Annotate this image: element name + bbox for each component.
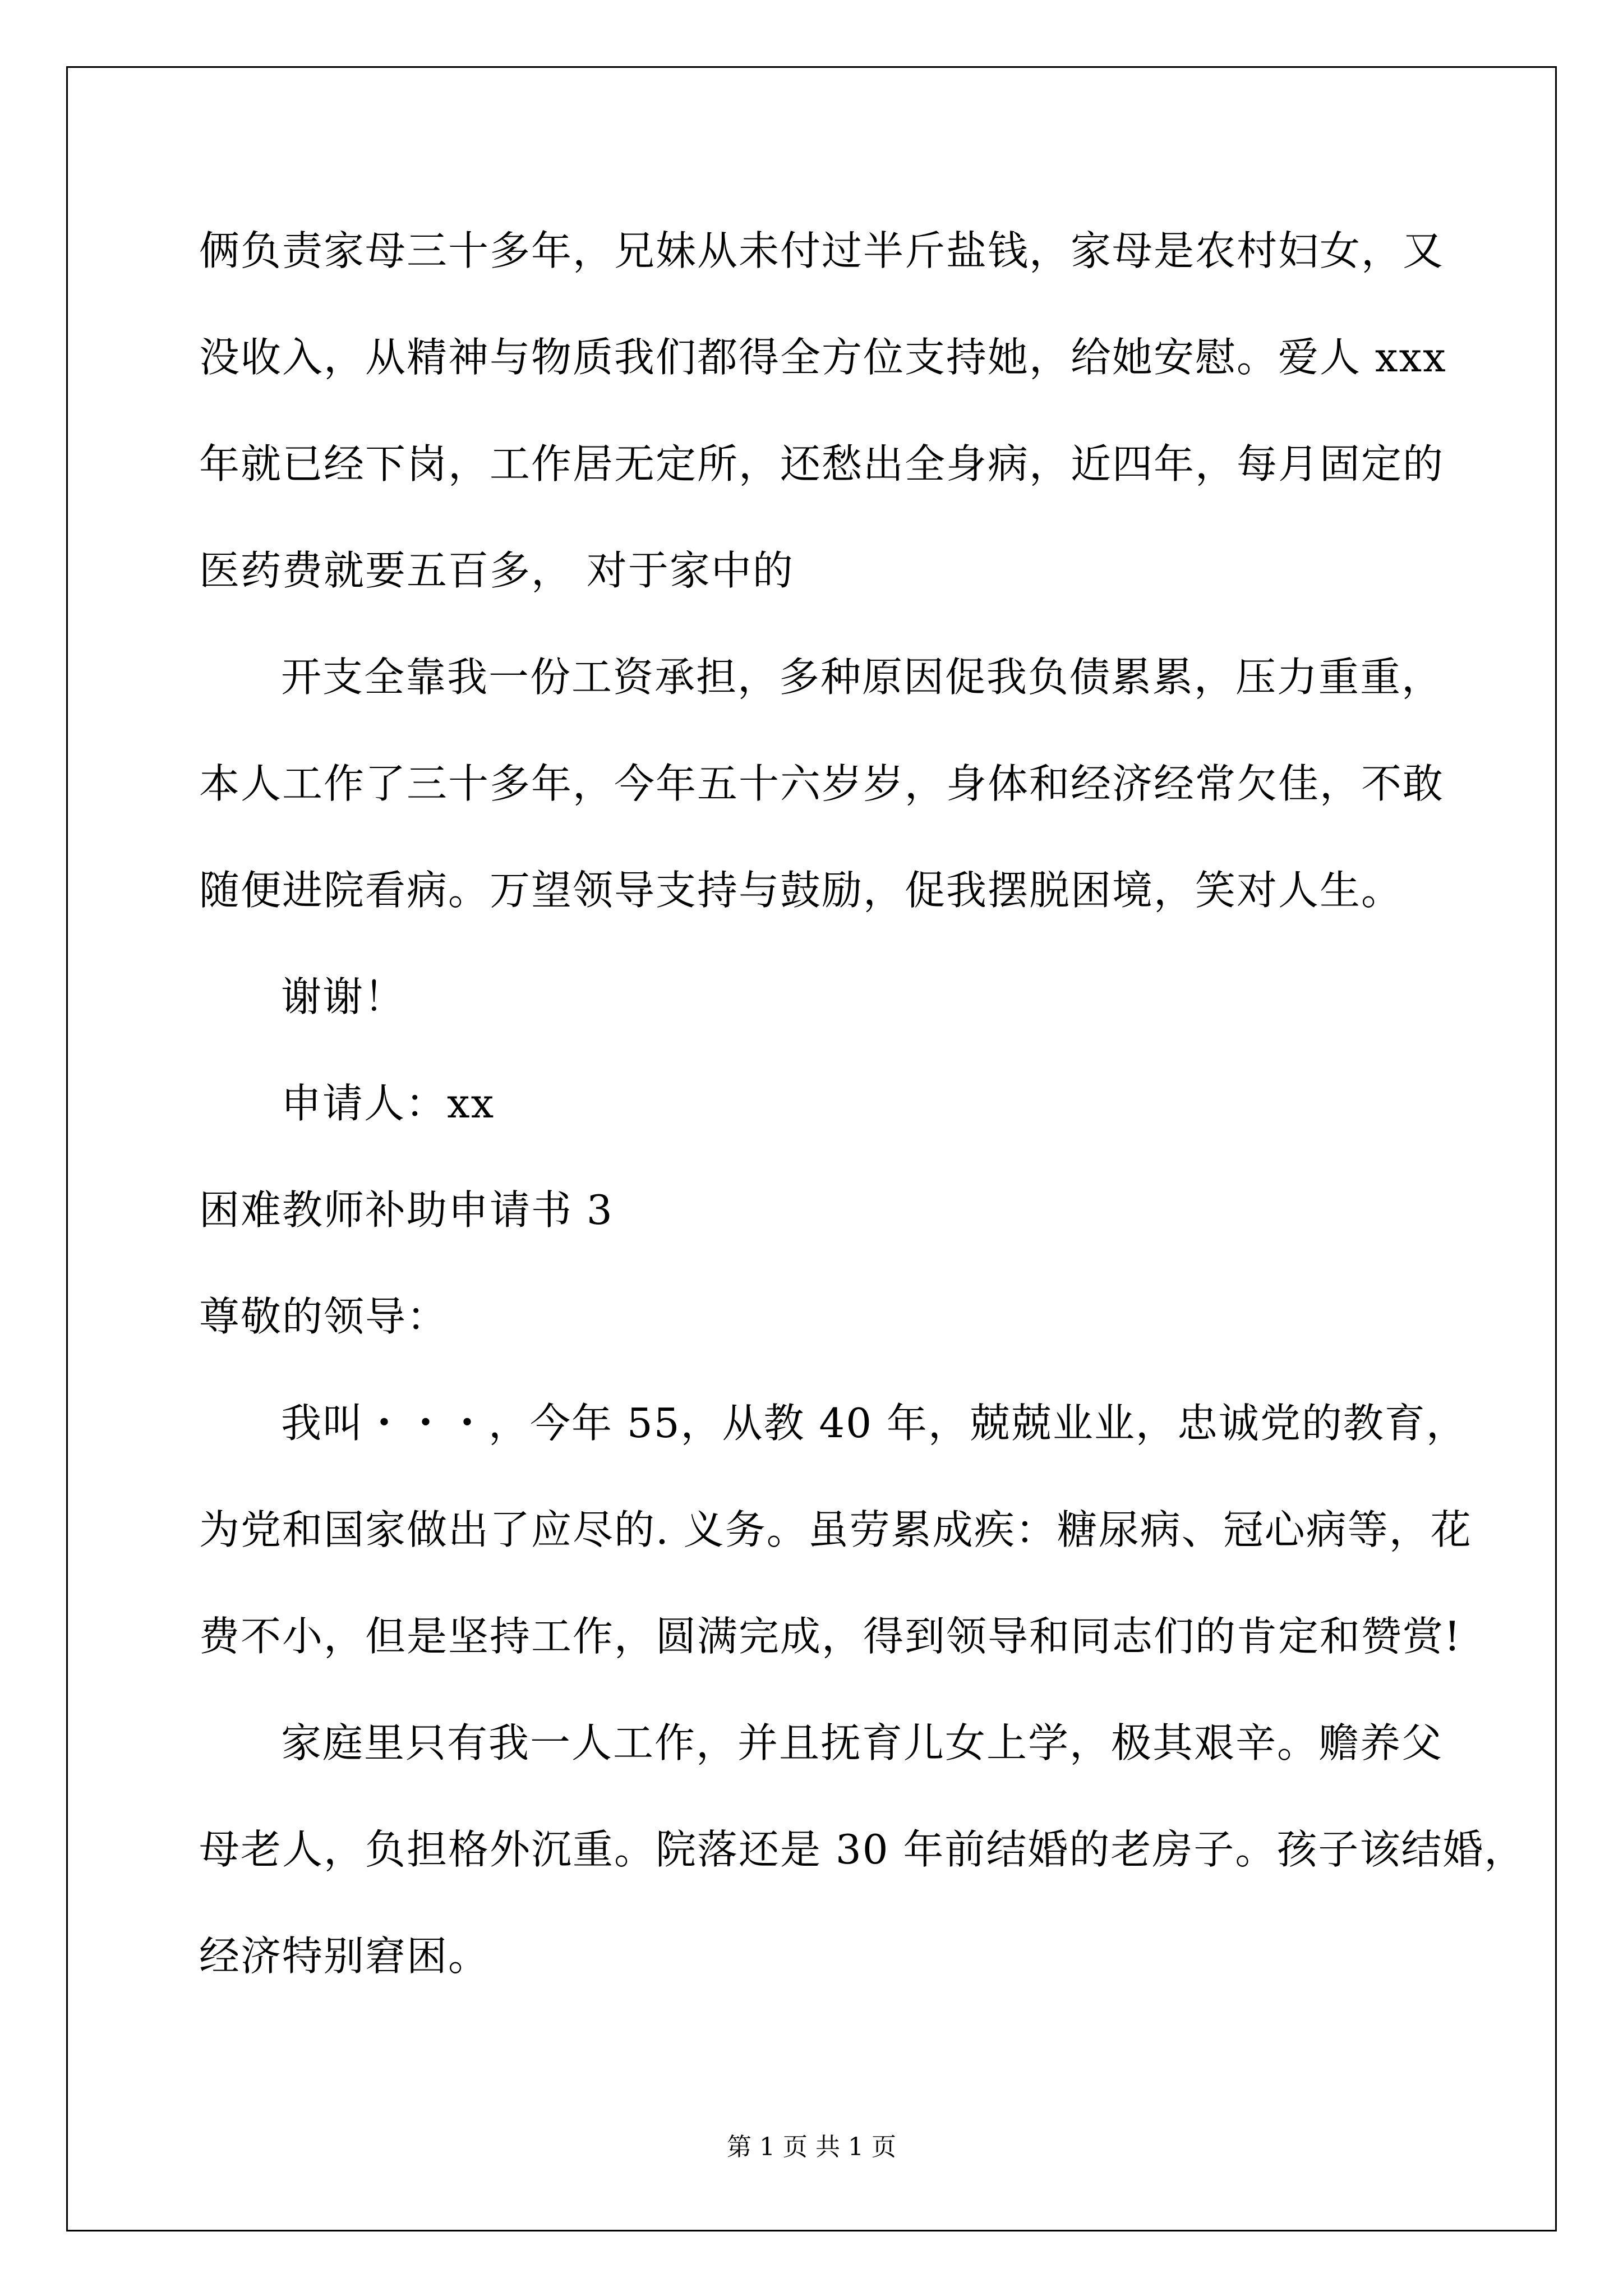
body-line-6: 本人工作了三十多年，今年五十六岁岁，身体和经济经常欠佳，不敢 [199,760,1445,807]
body-line-15: 家庭里只有我一人工作，并且抚育儿女上学，极其艰辛。赡养父 [281,1719,1444,1766]
body-line-12: 我叫・・・，今年 55，从教 40 年，兢兢业业，忠诚党的教育， [281,1400,1468,1447]
body-line-7: 随便进院看病。万望领导支持与鼓励，促我摆脱困境，笑对人生。 [199,867,1403,914]
body-line-5: 开支全靠我一份工资承担，多种原因促我负债累累，压力重重， [281,654,1444,701]
document-body [199,209,1526,2021]
thanks-line: 谢谢！ [281,973,406,1020]
salutation: 尊敬的领导： [199,1293,449,1340]
applicant-line: 申请人：xx [281,1080,495,1127]
body-line-17: 经济特别窘困。 [199,1932,490,1980]
body-line-4: 医药费就要五百多， 对于家中的 [199,547,794,594]
body-line-16: 母老人，负担格外沉重。院落还是 30 年前结婚的老房子。孩子该结婚， [199,1826,1526,1873]
page-footer: 第 1 页 共 1 页 [727,2133,896,2161]
section-title: 困难教师补助申请书 3 [199,1186,614,1234]
body-line-14: 费不小，但是坚持工作，圆满完成，得到领导和同志们的肯定和赞赏! [199,1613,1461,1660]
body-line-2: 没收入，从精神与物质我们都得全方位支持她，给她安慰。爱人 xxx [199,334,1447,381]
body-line-13: 为党和国家做出了应尽的. 义务。虽劳累成疾：糖尿病、冠心病等，花 [199,1506,1472,1553]
body-line-3: 年就已经下岗，工作居无定所，还愁出全身病，近四年，每月固定的 [199,440,1445,487]
body-line-1: 俩负责家母三十多年，兄妹从未付过半斤盐钱，家母是农村妇女，又 [199,227,1445,274]
